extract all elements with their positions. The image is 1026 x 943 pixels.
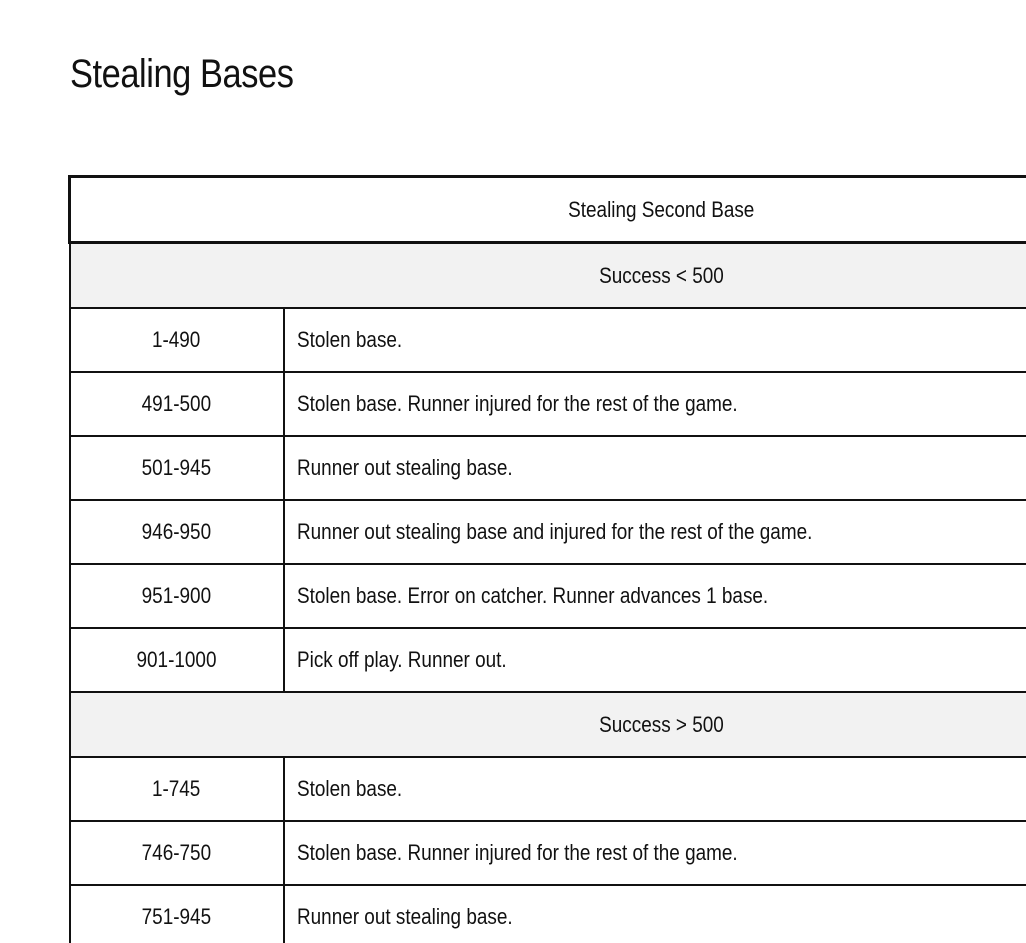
- result-cell: [284, 372, 1026, 436]
- table-row: [70, 308, 1026, 372]
- result-text: Stolen base. Error on catcher. Runner advances 1 base.: [296, 583, 768, 608]
- result-cell: [284, 564, 1026, 628]
- result-cell: [284, 436, 1026, 500]
- section-header: [70, 692, 1026, 757]
- table-header-row: [70, 177, 1026, 243]
- range-text: 951-900: [141, 583, 212, 608]
- range-text: 501-945: [141, 455, 212, 480]
- table-row: [70, 821, 1026, 885]
- result-text: Runner out stealing base.: [296, 904, 513, 929]
- result-cell: [284, 757, 1026, 821]
- range-text: 751-945: [141, 904, 212, 929]
- result-text: Runner out stealing base and injured for the rest of the game.: [296, 519, 812, 544]
- table-row: [70, 372, 1026, 436]
- result-text: Stolen base. Runner injured for the rest of the game.: [296, 840, 738, 865]
- table-row: [70, 436, 1026, 500]
- page-title: [70, 44, 293, 104]
- table-row: [70, 757, 1026, 821]
- section-header-row: [70, 692, 1026, 757]
- table-header: [70, 177, 1026, 243]
- result-text: Runner out stealing base.: [296, 455, 513, 480]
- table-row: [70, 564, 1026, 628]
- page-title-text: Stealing Bases: [70, 52, 294, 96]
- result-text: Stolen base.: [296, 327, 402, 352]
- table-header-text: Stealing Second Base: [568, 196, 755, 222]
- range-cell: [70, 821, 284, 885]
- result-text: Pick off play. Runner out.: [296, 647, 507, 672]
- range-text: 1-745: [152, 776, 201, 801]
- table-row: [70, 500, 1026, 564]
- table-row: [70, 885, 1026, 943]
- result-cell: [284, 628, 1026, 692]
- range-cell: [70, 757, 284, 821]
- range-cell: [70, 308, 284, 372]
- result-text: Stolen base. Runner injured for the rest of the game.: [296, 391, 738, 416]
- result-cell: [284, 821, 1026, 885]
- range-cell: [70, 372, 284, 436]
- result-text: Stolen base.: [296, 776, 402, 801]
- range-text: 746-750: [141, 840, 212, 865]
- section-header: [70, 243, 1026, 309]
- result-cell: [284, 885, 1026, 943]
- range-text: 901-1000: [136, 647, 217, 672]
- section-header-row: [70, 243, 1026, 309]
- table-row: [70, 628, 1026, 692]
- range-cell: [70, 436, 284, 500]
- stealing-second-base-table: [68, 175, 1026, 943]
- range-cell: [70, 628, 284, 692]
- stealing-bases-table-container: [68, 175, 1026, 943]
- result-cell: [284, 500, 1026, 564]
- result-cell: [284, 308, 1026, 372]
- section-header-text: Success > 500: [598, 711, 724, 737]
- range-text: 491-500: [141, 391, 212, 416]
- range-cell: [70, 500, 284, 564]
- range-cell: [70, 885, 284, 943]
- range-text: 946-950: [141, 519, 212, 544]
- range-text: 1-490: [152, 327, 201, 352]
- range-cell: [70, 564, 284, 628]
- section-header-text: Success < 500: [598, 262, 724, 288]
